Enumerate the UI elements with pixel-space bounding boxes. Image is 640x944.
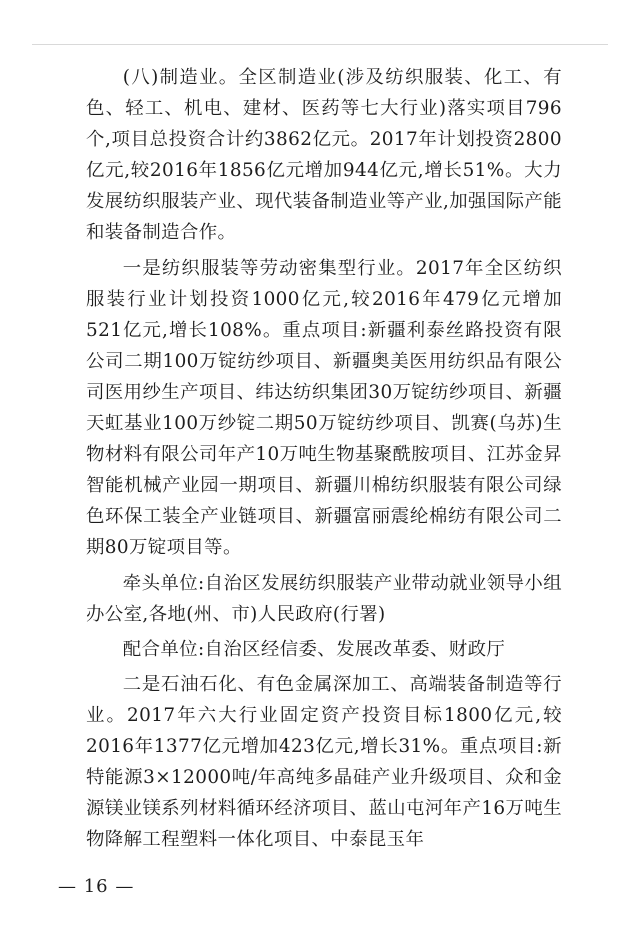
document-body [86,62,562,859]
paragraph-manufacturing-overview: (八)制造业。全区制造业(涉及纺织服装、化工、有色、轻工、机电、建材、医药等七大行业)落实项目796个,项目总投资合计约3862亿元。2017年计划投资2800亿元,较2016年1856亿元增加944亿元,增长51%。大力发展纺织服装产业、现代装备制造业等产业,加强国际产能和装备制造合作。 [86,67,563,244]
paragraph-lead-unit: 牵头单位:自治区发展纺织服装产业带动就业领导小组办公室,各地(州、市)人民政府(行署) [86,572,562,625]
paragraph-textile-industry: 一是纺织服装等劳动密集型行业。2017年全区纺织服装行业计划投资1000亿元,较2016年479亿元增加521亿元,增长108%。重点项目:新疆利泰丝路投资有限公司二期100万锭纺纱项目、新疆奥美医用纺织品有限公司医用纱生产项目、纬达纺织集团30万锭纺纱项目、新疆天虹基业100万纱锭二期50万锭纺纱项目、凯赛(乌苏)生物材料有限公司年产10万吨生物基聚酰胺项目、江苏金昇智能机械产业园一期项目、新疆川棉纺织服装有限公司绿色环保工装全产业链项目、新疆富丽震纶棉纺有限公司二期80万锭项目等。 [86,257,562,559]
paragraph-cooperating-units: 配合单位:自治区经信委、发展改革委、财政厅 [122,638,506,660]
paragraph-petrochemical-industry: 二是石油石化、有色金属深加工、高端装备制造等行业。2017年六大行业固定资产投资目标1800亿元,较2016年1377亿元增加423亿元,增长31%。重点项目:新特能源3×12000吨/年高纯多晶硅产业升级项目、众和金源镁业镁系列材料循环经济项目、蓝山屯河年产16万吨生物降解工程塑料一体化项目、中泰昆玉年 [86,673,562,851]
page-number: — 16 — [58,876,135,897]
header-divider [32,44,608,45]
